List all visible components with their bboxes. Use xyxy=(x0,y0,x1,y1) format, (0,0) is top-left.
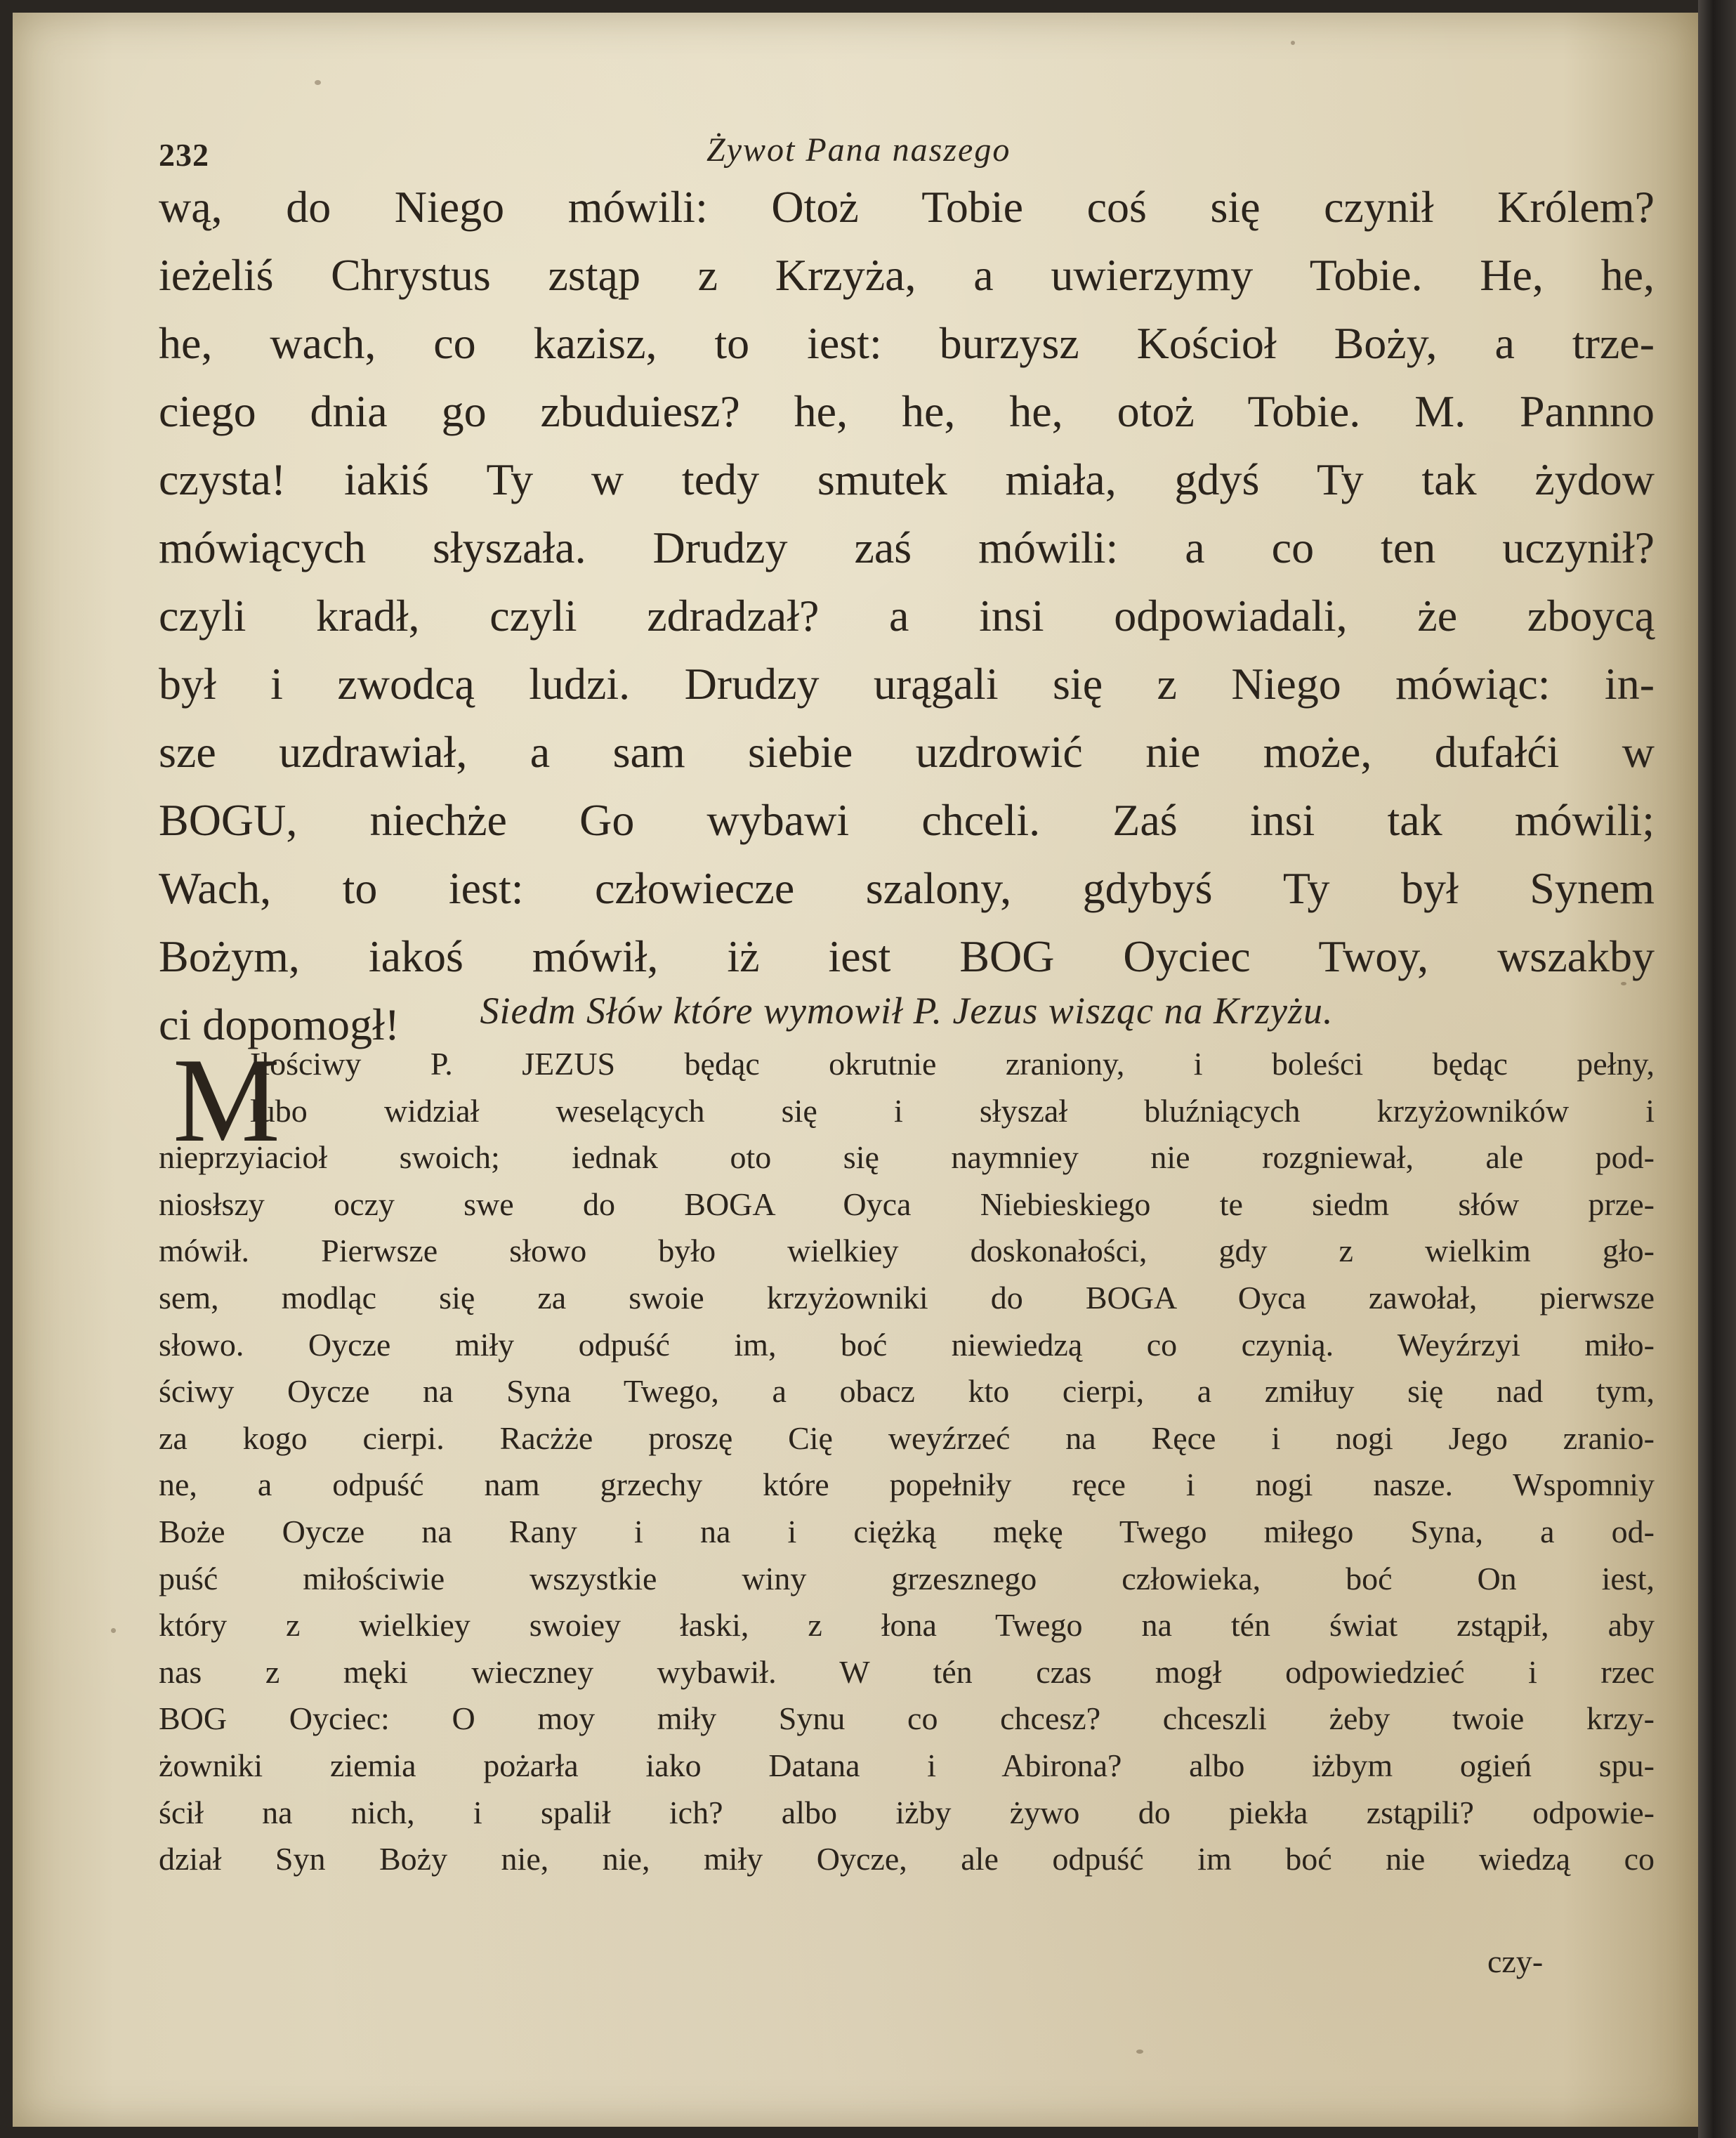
text-line: dział Syn Boży nie, nie, miły Oycze, ale odpuść im boć nie wiedzą co xyxy=(159,1841,1655,1877)
text-line: słowo. Oycze miły odpuść im, boć niewiedzą co czynią. Weyźrzyi miło- xyxy=(159,1326,1655,1363)
main-text-block xyxy=(159,173,1655,1058)
text-line: za kogo cierpi. Racżże proszę Cię weyźrzeć na Ręce i nogi Jego zranio- xyxy=(159,1419,1655,1456)
text-line: sze uzdrawiał, a sam siebie uzdrowić nie może, dufałći w xyxy=(159,727,1655,777)
section-heading: Siedm Słów które wymowił P. Jezus wisząc na Krzyżu. xyxy=(480,990,1334,1032)
text-line: lubo widział weselących się i słyszał bluźniących krzyżowników i xyxy=(250,1092,1655,1129)
text-line: he, wach, co kazisz, to iest: burzysz Kościoł Boży, a trze- xyxy=(159,318,1655,368)
book-spine xyxy=(1698,0,1736,2138)
drop-cap: M xyxy=(173,1034,280,1167)
text-line: ciego dnia go zbuduiesz? he, he, he, otoż Tobie. M. Pannno xyxy=(159,386,1655,436)
text-line: Bożym, iakoś mówił, iż iest BOG Oyciec Twoy, wszakby xyxy=(159,931,1655,981)
text-line: Boże Oycze na Rany i na i ciężką mękę Twego miłego Syna, a od- xyxy=(159,1513,1655,1549)
text-line: był i zwodcą ludzi. Drudzy urągali się z Niego mówiąc: in- xyxy=(159,659,1655,709)
book-page xyxy=(13,13,1698,2127)
text-line: mówiących słyszała. Drudzy zaś mówili: a co ten uczynił? xyxy=(159,523,1655,572)
text-line: mówił. Pierwsze słowo było wielkiey doskonałości, gdy z wielkim gło- xyxy=(159,1233,1655,1269)
text-line: nas z męki wieczney wybawił. W tén czas mogł odpowiedzieć i rzec xyxy=(159,1653,1655,1690)
page-number: 232 xyxy=(159,137,209,173)
header-title: Żywot Pana naszego xyxy=(706,131,1011,169)
text-line: ścił na nich, i spalił ich? albo iżby żywo do piekła zstąpili? odpowie- xyxy=(159,1794,1655,1830)
paper-speck xyxy=(1136,2050,1143,2054)
text-line: ne, a odpuść nam grzechy które popełniły ręce i nogi nasze. Wspomniy xyxy=(159,1467,1655,1503)
text-line: ściwy Oycze na Syna Twego, a obacz kto cierpi, a zmiłuy się nad tym, xyxy=(159,1373,1655,1410)
paper-speck xyxy=(315,80,321,85)
section-body xyxy=(159,1034,1655,1883)
text-line: który z wielkiey swoiey łaski, z łona Twego na tén świat zstąpił, aby xyxy=(159,1607,1655,1644)
text-line: nieprzyiacioł swoich; iednak oto się naymniey nie rozgniewał, ale pod- xyxy=(159,1139,1655,1176)
text-line: Wach, to iest: człowiecze szalony, gdybyś Ty był Synem xyxy=(159,863,1655,913)
text-line: ieżeliś Chrystus zstąp z Krzyża, a uwierzymy Tobie. He, he, xyxy=(159,250,1655,300)
text-line: czyli kradł, czyli zdradzał? a insi odpowiadali, że zboycą xyxy=(159,591,1655,641)
text-line: BOG Oyciec: O moy miły Synu co chcesz? chceszli żeby twoie krzy- xyxy=(159,1700,1655,1737)
catchword: czy- xyxy=(1487,1943,1544,1979)
paper-speck xyxy=(111,1628,116,1633)
text-line: czysta! iakiś Ty w tedy smutek miała, gdyś Ty tak żydow xyxy=(159,454,1655,504)
text-line: żowniki ziemia pożarła iako Datana i Abirona? albo iżbym ogień spu- xyxy=(159,1747,1655,1783)
text-line: BOGU, niechże Go wybawi chceli. Zaś insi tak mówili; xyxy=(159,795,1655,845)
text-line: sem, modląc się za swoie krzyżowniki do BOGA Oyca zawołał, pierwsze xyxy=(159,1279,1655,1316)
text-line: puść miłościwie wszystkie winy grzesznego człowieka, boć On iest, xyxy=(159,1560,1655,1596)
text-line: niosłszy oczy swe do BOGA Oyca Niebieskiego te siedm słów prze- xyxy=(159,1186,1655,1222)
paper-speck xyxy=(1291,41,1295,45)
text-line: ci dopomogł! xyxy=(159,999,400,1049)
text-line: wą, do Niego mówili: Otoż Tobie coś się czynił Królem? xyxy=(159,182,1655,232)
text-line: Iłościwy P. JEZUS będąc okrutnie zraniony, i boleści będąc pełny, xyxy=(250,1046,1655,1082)
running-head xyxy=(159,131,1549,173)
paper-speck xyxy=(1621,982,1626,985)
